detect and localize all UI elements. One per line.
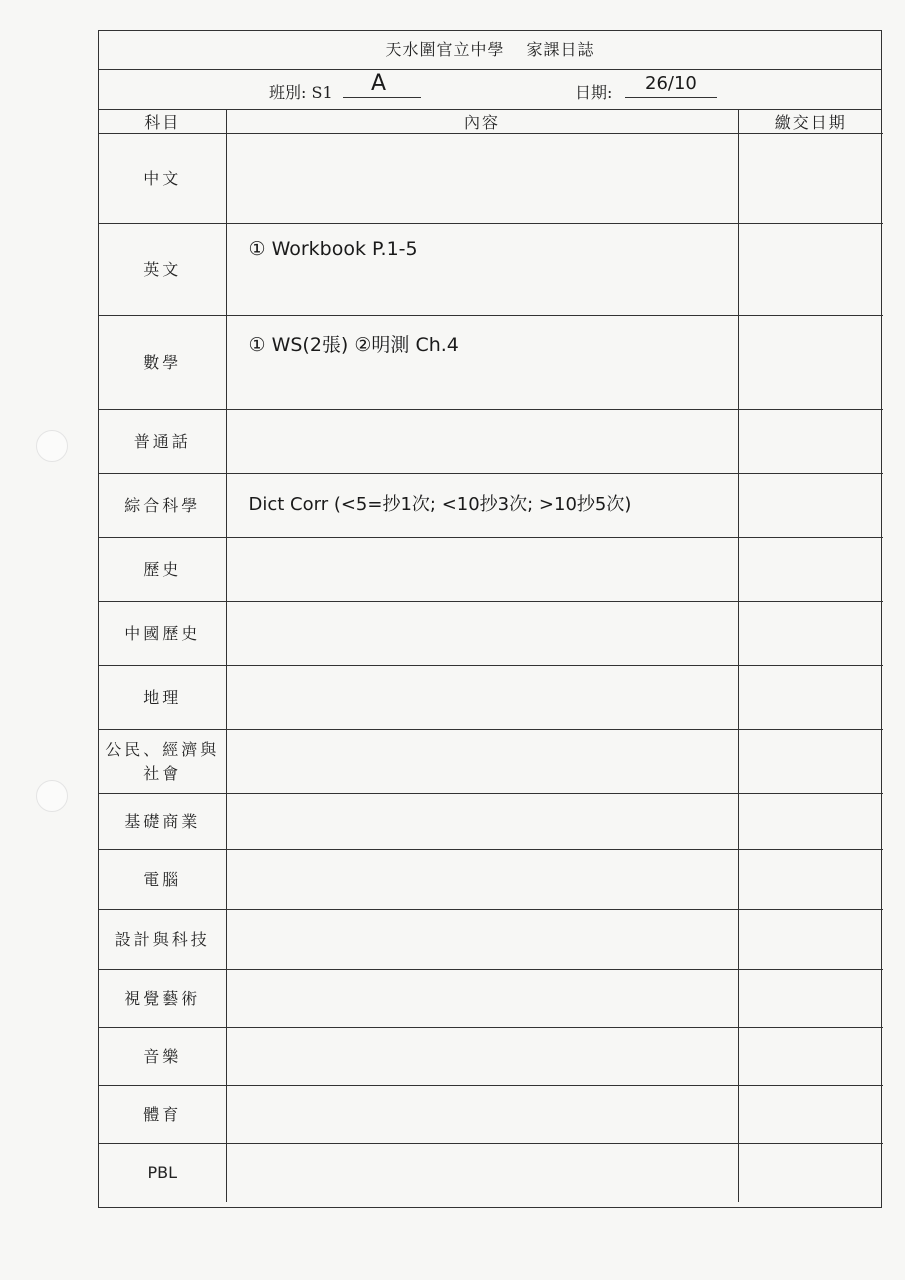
subject-cell: 普通話 [99, 410, 226, 474]
content-cell[interactable] [226, 410, 738, 474]
subject-cell: 基礎商業 [99, 794, 226, 850]
subject-cell: 歷史 [99, 538, 226, 602]
table-row [99, 224, 883, 316]
subject-cell: 音樂 [99, 1028, 226, 1086]
content-text [249, 410, 738, 424]
subject-cell: 公民、經濟與社會 [99, 730, 226, 794]
table-row [99, 970, 883, 1028]
content-text [249, 910, 738, 924]
content-text [249, 1144, 738, 1158]
content-cell[interactable] [226, 1028, 738, 1086]
class-value: A [371, 71, 387, 96]
content-cell[interactable] [226, 970, 738, 1028]
content-cell[interactable] [226, 134, 738, 224]
subject-cell: 體育 [99, 1086, 226, 1144]
content-text: ① Workbook P.1-5 [248, 238, 418, 260]
homework-table [99, 109, 883, 1202]
due-cell[interactable] [738, 1086, 883, 1144]
content-cell[interactable] [226, 666, 738, 730]
date-value: 26/10 [645, 73, 697, 94]
content-cell[interactable] [226, 224, 738, 316]
class-date-row [99, 69, 881, 110]
content-text: ① WS(2張) ②明測 Ch.4 [248, 334, 459, 356]
subject-cell: 地理 [99, 666, 226, 730]
punch-hole-bottom [36, 780, 68, 812]
content-cell[interactable] [226, 316, 738, 410]
content-cell[interactable] [226, 1086, 738, 1144]
class-label: 班別: S1 [269, 83, 333, 102]
due-cell[interactable] [738, 134, 883, 224]
class-underline [343, 97, 421, 98]
due-cell[interactable] [738, 474, 883, 538]
subject-cell: 設計與科技 [99, 910, 226, 970]
due-cell[interactable] [738, 224, 883, 316]
table-row [99, 602, 883, 666]
date-label: 日期: [575, 83, 613, 102]
due-cell[interactable] [738, 316, 883, 410]
due-cell[interactable] [738, 910, 883, 970]
table-row [99, 1028, 883, 1086]
punch-hole-top [36, 430, 68, 462]
table-row [99, 910, 883, 970]
due-cell[interactable] [738, 602, 883, 666]
subject-column-header: 科目 [99, 109, 226, 134]
table-row [99, 850, 883, 910]
due-cell[interactable] [738, 410, 883, 474]
content-cell[interactable] [226, 1144, 738, 1202]
due-cell[interactable] [738, 730, 883, 794]
due-cell[interactable] [738, 970, 883, 1028]
content-text [249, 602, 738, 616]
table-row [99, 134, 883, 224]
content-cell[interactable] [226, 850, 738, 910]
date-underline [625, 97, 717, 98]
content-text [249, 134, 738, 148]
table-row [99, 1144, 883, 1202]
table-row [99, 1086, 883, 1144]
table-row [99, 730, 883, 794]
subject-cell: PBL [99, 1144, 226, 1202]
subject-cell: 中文 [99, 134, 226, 224]
content-text [249, 666, 738, 680]
content-text [249, 970, 738, 984]
content-text: Dict Corr (<5=抄1次; <10抄3次; >10抄5次) [248, 494, 632, 515]
subject-cell: 中國歷史 [99, 602, 226, 666]
content-cell[interactable] [226, 910, 738, 970]
table-header-row [99, 109, 883, 134]
content-cell[interactable] [226, 538, 738, 602]
subject-cell: 綜合科學 [99, 474, 226, 538]
content-text [249, 1086, 738, 1100]
content-cell[interactable] [226, 794, 738, 850]
title-row [99, 31, 881, 70]
content-text [249, 730, 738, 744]
table-row [99, 794, 883, 850]
table-row [99, 538, 883, 602]
content-text [249, 538, 738, 552]
subject-cell: 英文 [99, 224, 226, 316]
content-text [249, 1028, 738, 1042]
content-column-header: 內容 [226, 109, 738, 134]
content-cell[interactable] [226, 602, 738, 666]
table-row [99, 474, 883, 538]
homework-diary-form [98, 30, 882, 1208]
subject-cell: 電腦 [99, 850, 226, 910]
subject-cell: 數學 [99, 316, 226, 410]
due-cell[interactable] [738, 1028, 883, 1086]
due-cell[interactable] [738, 794, 883, 850]
table-row [99, 410, 883, 474]
content-cell[interactable] [226, 474, 738, 538]
table-row [99, 666, 883, 730]
table-row [99, 316, 883, 410]
subject-cell: 視覺藝術 [99, 970, 226, 1028]
due-cell[interactable] [738, 1144, 883, 1202]
content-text [249, 794, 738, 808]
due-cell[interactable] [738, 666, 883, 730]
due-cell[interactable] [738, 538, 883, 602]
content-cell[interactable] [226, 730, 738, 794]
due-cell[interactable] [738, 850, 883, 910]
content-text [249, 850, 738, 864]
due-column-header: 繳交日期 [738, 109, 883, 134]
school-name: 天水圍官立中學 [385, 40, 505, 59]
document-title: 家課日誌 [526, 40, 595, 59]
